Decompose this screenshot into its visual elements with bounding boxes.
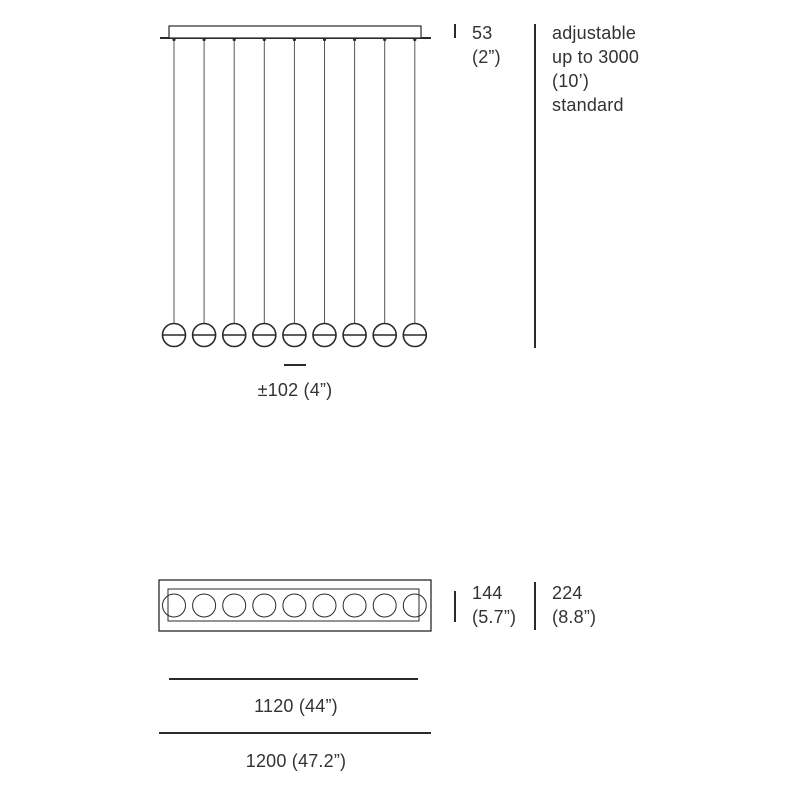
outer-length-label: 1200 (47.2”)	[245, 751, 347, 771]
drop-label-line3: (10’)	[552, 71, 590, 91]
cable-mount	[293, 38, 296, 41]
drop-label-line1: adjustable	[552, 23, 637, 43]
canopy-height-in: (2”)	[472, 47, 501, 67]
cable-mount	[263, 38, 266, 41]
top-view-globe	[403, 594, 426, 617]
top-view-globe	[313, 594, 336, 617]
top-pendant-group	[163, 594, 427, 617]
pendant-group	[163, 38, 427, 347]
cable-mount	[233, 38, 236, 41]
top-view-globe	[193, 594, 216, 617]
top-view-globe	[373, 594, 396, 617]
top-view-globe	[283, 594, 306, 617]
cable-mount	[203, 38, 206, 41]
cable-mount	[323, 38, 326, 41]
inner-depth-in: (5.7”)	[472, 607, 517, 627]
inner-depth-mm: 144	[472, 583, 503, 603]
cable-mount	[413, 38, 416, 41]
outer-canopy-outline	[159, 580, 431, 631]
side-view	[160, 24, 535, 365]
canopy-height-mm: 53	[472, 23, 493, 43]
top-view-globe	[163, 594, 186, 617]
drop-label-line2: up to 3000	[552, 47, 640, 67]
outer-depth-mm: 224	[552, 583, 583, 603]
drop-label-line4: standard	[552, 95, 624, 115]
top-view-globe	[253, 594, 276, 617]
inner-length-label: 1120 (44”)	[254, 696, 338, 716]
cable-mount	[353, 38, 356, 41]
cable-mount	[383, 38, 386, 41]
top-view-globe	[223, 594, 246, 617]
canopy	[169, 26, 421, 38]
cable-mount	[172, 38, 175, 41]
outer-depth-in: (8.8”)	[552, 607, 597, 627]
pendant-spacing-label: ±102 (4”)	[257, 380, 333, 400]
top-view-globe	[343, 594, 366, 617]
